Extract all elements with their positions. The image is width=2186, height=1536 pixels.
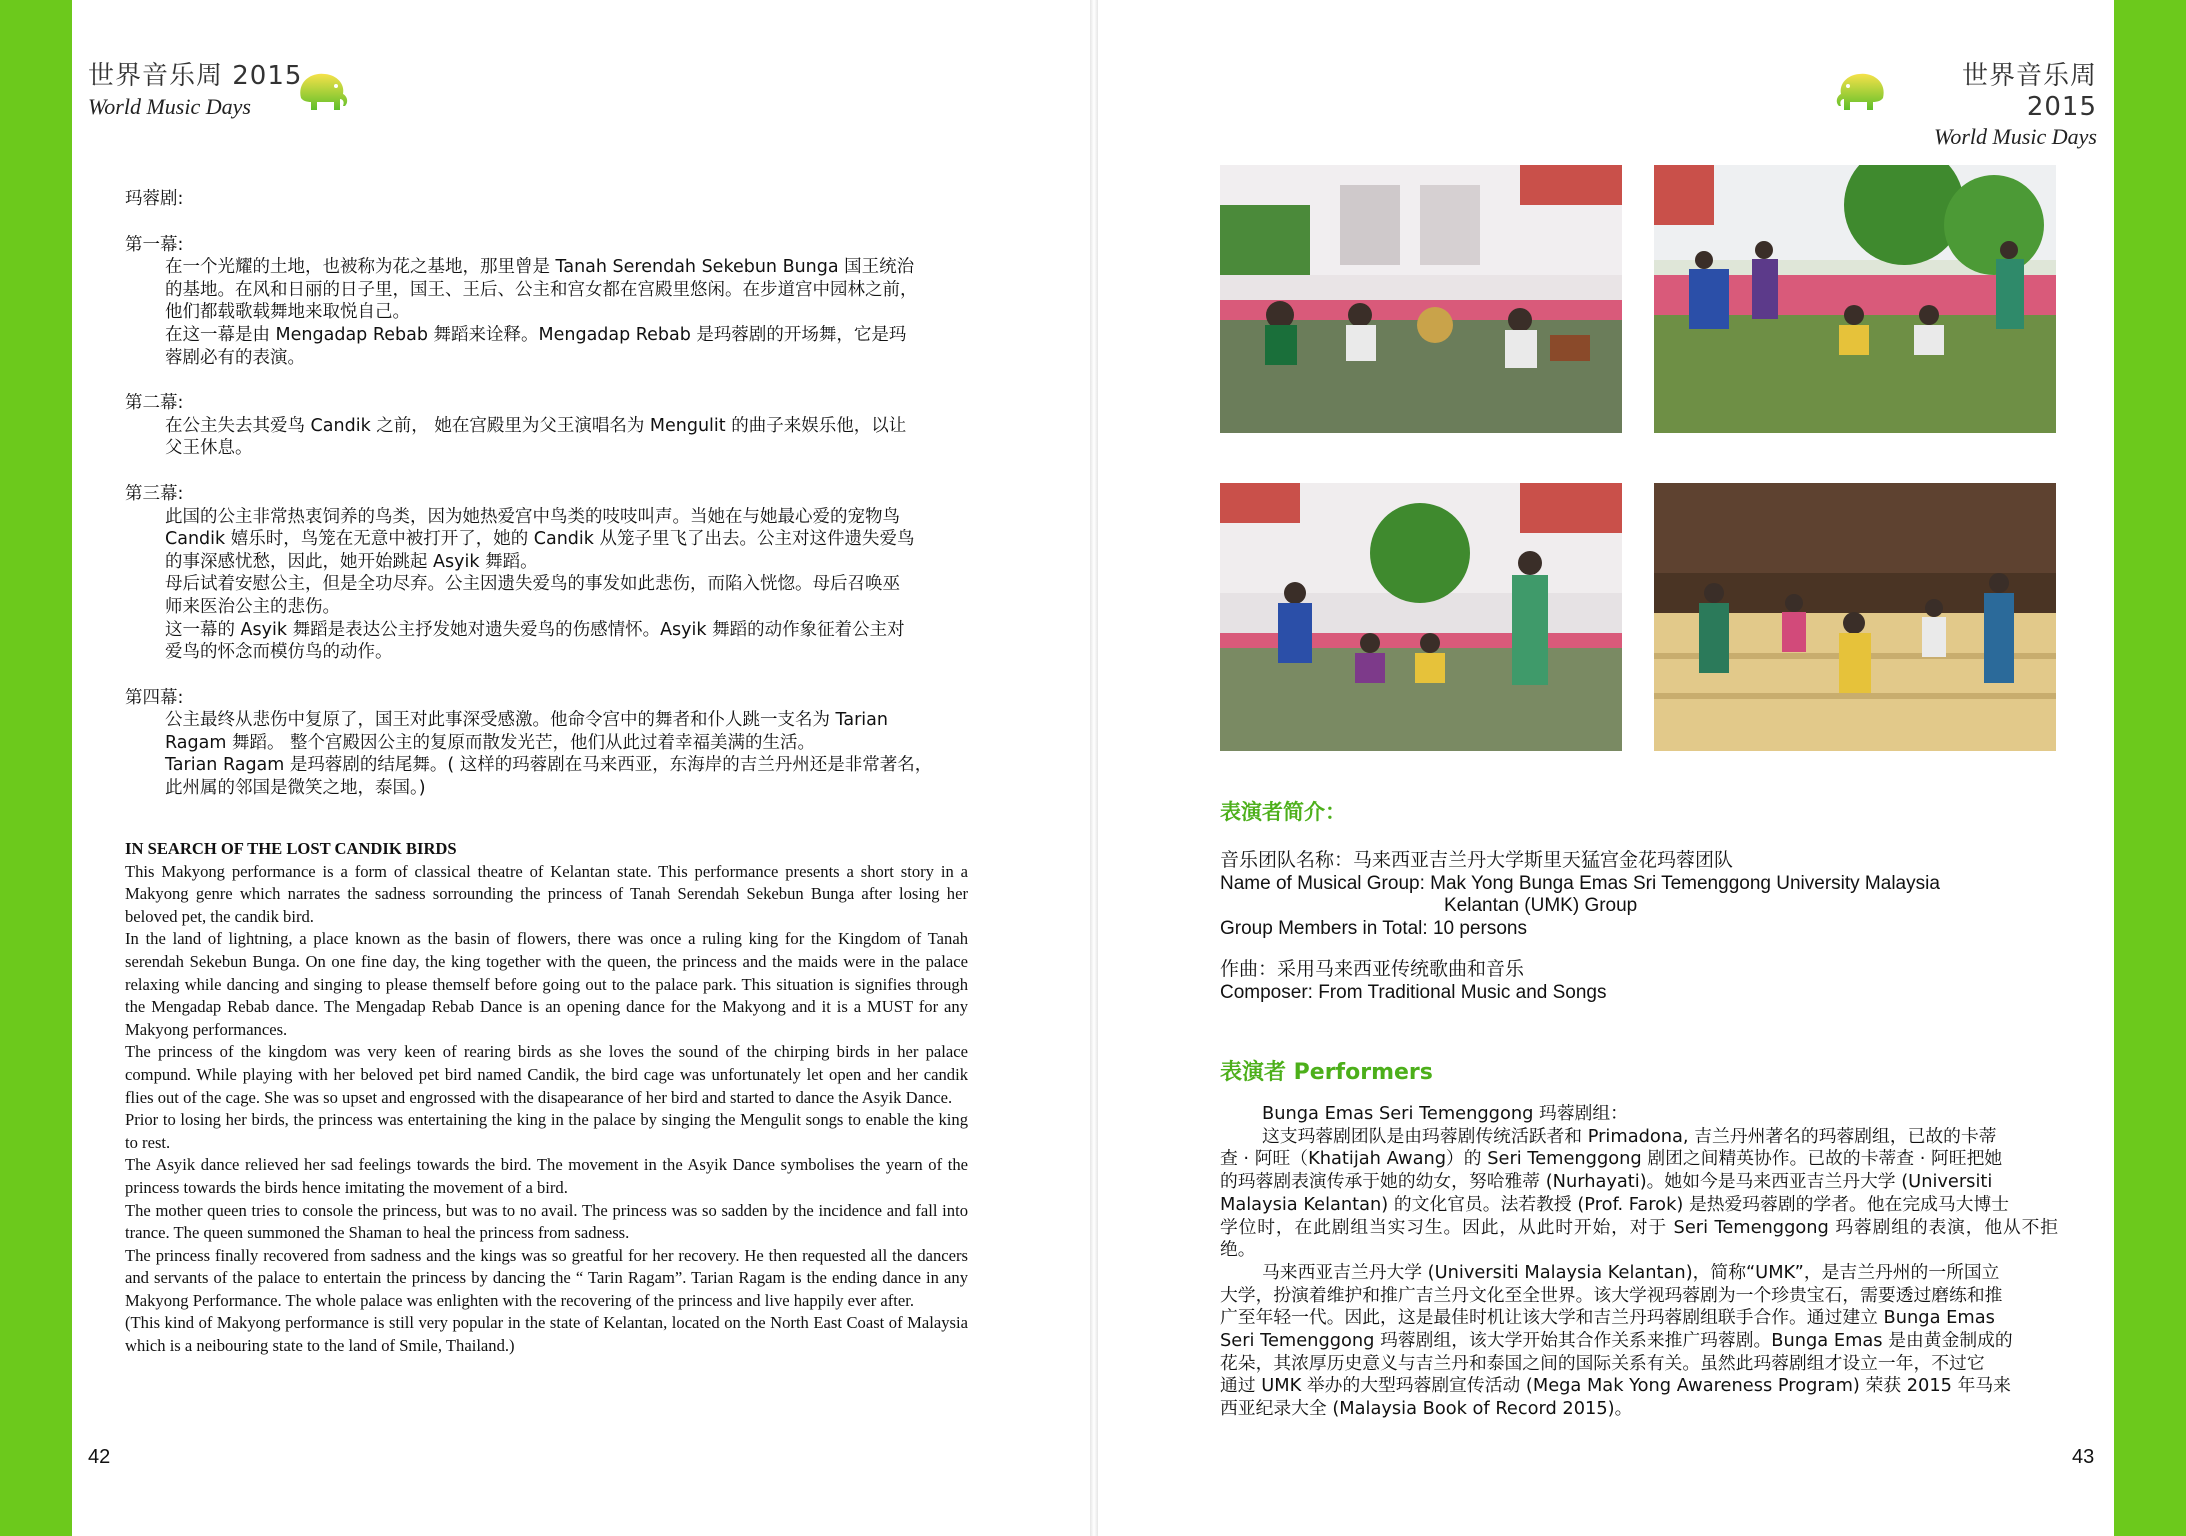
act-line: 这一幕的 Asyik 舞蹈是表达公主抒发她对遗失爱鸟的伤感情怀。Asyik 舞蹈的动作象征着公主对: [165, 619, 905, 640]
en-synopsis-heading: IN SEARCH OF THE LOST CANDIK BIRDS: [125, 839, 457, 858]
en-synopsis: [125, 838, 968, 1358]
act-line: 在一个光耀的土地，也被称为花之基地，那里曾是 Tanah Serendah Sekebun Bunga 国王统治: [165, 257, 915, 278]
perf-line: 通过 UMK 举办的大型玛蓉剧宣传活动 (Mega Mak Yong Awareness Program) 荣获 2015 年马来: [1220, 1375, 2011, 1397]
perf-line: 花朵，其浓厚历史意义与吉兰丹和泰国之间的国际关系有关。虽然此玛蓉剧组才设立一年，不过它: [1220, 1352, 1985, 1374]
perf-line: 西亚纪录大全 (Malaysia Book of Record 2015)。: [1220, 1398, 1633, 1420]
act-line: 父王休息。: [165, 438, 253, 459]
act-4-label: 第四幕:: [125, 687, 184, 708]
perf-line: 学位时，在此剧组当实习生。因此，从此时开始，对于 Seri Temenggong 玛蓉剧组的表演，他从不拒绝。: [1220, 1216, 2058, 1261]
performers-photo-3: [1220, 483, 1622, 751]
perf-line: 马来西亚吉兰丹大学 (Universiti Malaysia Kelantan)，简称“UMK”，是吉兰丹州的一所国立: [1262, 1261, 2000, 1283]
act-1-text: [125, 256, 975, 369]
members-value: 10 persons: [1432, 917, 1527, 939]
act-line: 在公主失去其爱鸟 Candik 之前， 她在宫殿里为父王演唱名为 Mengulit 的曲子来娱乐他，以让: [165, 415, 907, 436]
act-1-label: 第一幕:: [125, 234, 184, 255]
act-line: 的事深感忧愁，因此，她开始跳起 Asyik 舞蹈。: [165, 551, 538, 572]
group-info: [1220, 850, 1940, 940]
composer-cn: 作曲：采用马来西亚传统歌曲和音乐: [1220, 959, 1525, 980]
group-en-name: Mak Yong Bunga Emas Sri Temenggong University Malaysia: [1430, 872, 1940, 894]
act-line: 在这一幕是由 Mengadap Rebab 舞蹈来诠释。Mengadap Rebab 是玛蓉剧的开场舞，它是玛: [165, 324, 907, 345]
composer-en-value: From Traditional Music and Songs: [1318, 981, 1607, 1003]
performers-text: [1220, 1103, 2058, 1421]
act-2-label: 第二幕:: [125, 393, 184, 414]
composer-en-label: Composer:: [1220, 981, 1313, 1003]
performers-section-title: 表演者 Performers: [1220, 1060, 1433, 1085]
perf-line: 这支玛蓉剧团队是由玛蓉剧传统活跃者和 Primadona, 吉兰丹州著名的玛蓉剧组，已故的卡蒂: [1262, 1125, 1997, 1147]
act-line: Candik 嬉乐时，鸟笼在无意中被打开了，她的 Candik 从笼子里飞了出去。公主对这件遗失爱鸟: [165, 529, 915, 550]
members-line: [1220, 918, 1940, 941]
perf-line: 广至年轻一代。因此，这是最佳时机让该大学和吉兰丹玛蓉剧组联手合作。通过建立 Bunga Emas: [1220, 1307, 1995, 1329]
act-2-text: [125, 415, 975, 460]
perf-line: 的玛蓉剧表演传承于她的幼女，努哈雅蒂 (Nurhayati)。她如今是马来西亚吉兰丹大学 (Universiti: [1220, 1171, 1993, 1193]
header-en-title: World Music Days: [88, 94, 251, 119]
members-label: Group Members in Total:: [1220, 917, 1428, 939]
performers-photo-2: [1654, 165, 2056, 433]
cn-synopsis: [125, 188, 975, 800]
en-paragraph: The princess finally recovered from sadness and the kings was so greatful for her recovery. He then requested all the dancers and servants of the palace to entertain the princess by dancing the “ Tarin Ragam”. Tarian Ragam is the ending dance in any Makyong Performance. The whole palace was enlighten with the recovering of the princess and live happily ever after.: [125, 1245, 968, 1310]
en-paragraph: This Makyong performance is a form of classical theatre of Kelantan state. This performance presents a short story in a Makyong genre which narrates the sadness sorrounding the princess of Tanah Serendah Sekebun Bunga after losing her beloved pet, the candik bird.: [125, 861, 968, 926]
act-line: 的基地。在风和日丽的日子里，国王、王后、公主和宫女都在宫殿里悠闲。在步道宫中园林之前，: [165, 279, 918, 300]
act-line: 师来医治公主的悲伤。: [165, 596, 340, 617]
group-en-label: Name of Musical Group:: [1220, 872, 1425, 894]
group-en-line: [1220, 873, 1940, 896]
en-paragraph: In the land of lightning, a place known as the basin of flowers, there was once a ruling king for the Kingdom of Tanah serendah Sekebun Bunga. On one fine day, the king together with the queen, the princess and the maids were in the palace relaxing while dancing and singing to please themself before going out to the palace park. This situation is signifies through the Mengadap Rebab dance. The Mengadap Rebab Dance is an opening dance for the Makyong and it is a MUST for any Makyong performances.: [125, 929, 968, 1039]
act-line: 蓉剧必有的表演。: [165, 347, 305, 368]
act-line: 他们都载歌载舞地来取悦自己。: [165, 302, 410, 323]
right-green-border: [2114, 0, 2186, 1536]
header-cn-title-right: 世界音乐周 2015: [1961, 61, 2097, 122]
perf-line: Malaysia Kelantan) 的文化官员。法若教授 (Prof. Farok) 是热爱玛蓉剧的学者。他在完成马大博士: [1220, 1193, 2010, 1215]
group-cn-label: 音乐团队名称：: [1220, 850, 1354, 871]
act-line: 爱鸟的怀念而模仿鸟的动作。: [165, 642, 393, 663]
perf-line: 查 · 阿旺（Khatijah Awang）的 Seri Temenggong 剧团之间精英协作。已故的卡蒂查 · 阿旺把她: [1220, 1148, 2003, 1170]
header-cn-title: 世界音乐周 2015: [88, 61, 303, 91]
book-spine: [1090, 0, 1098, 1536]
elephant-logo-icon-right: [1835, 68, 1891, 117]
intro-section-title: 表演者简介：: [1220, 800, 1346, 824]
composer-info: [1220, 959, 1607, 1004]
act-line: 公主最终从悲伤中复原了，国王对此事深受感激。他命令宫中的舞者和仆人跳一支名为 Tarian: [165, 710, 888, 731]
composer-en-line: [1220, 982, 1607, 1005]
left-green-border: [0, 0, 72, 1536]
act-line: 此州属的邻国是微笑之地，泰国。): [165, 778, 426, 799]
act-3-label: 第三幕:: [125, 483, 184, 504]
group-en-name-2: Kelantan (UMK) Group: [1444, 895, 1638, 916]
en-paragraph: The princess of the kingdom was very keen of rearing birds as she loves the sound of the chirping birds in her palace compund. While playing with her beloved pet bird named Candik, the bird cage was unfortunately let open and her candik flies out of the cage. She was so upset and engrossed with the disapearance of her bird and started to dance the Asyik Dance.: [125, 1042, 968, 1107]
en-paragraph: The Asyik dance relieved her sad feelings towards the bird. The movement in the Asyik Dance symbolises the yearn of the princess towards the birds hence imitating the movement of a bird.: [125, 1155, 968, 1197]
page-number-left: 42: [88, 1446, 111, 1468]
page-number-right: 43: [2072, 1446, 2095, 1468]
group-cn-line: [1220, 850, 1940, 873]
performers-photo-1: [1220, 165, 1622, 433]
right-header: [1905, 55, 2097, 150]
group-cn-name: 马来西亚吉兰丹大学斯里天猛宫金花玛蓉团队: [1353, 850, 1734, 871]
perf-line: Bunga Emas Seri Temenggong 玛蓉剧组：: [1262, 1103, 1628, 1124]
act-line: 母后试着安慰公主，但是全功尽弃。公主因遗失爱鸟的事发如此悲伤，而陷入恍惚。母后召唤巫: [165, 574, 900, 595]
en-paragraph: (This kind of Makyong performance is still very popular in the state of Kelantan, located on the North East Coast of Malaysia which is a neibouring state to the land of Smile, Thailand.): [125, 1313, 968, 1356]
en-paragraph: Prior to losing her birds, the princess was entertaining the king in the palace by singing the Mengulit songs to enable the king to rest.: [125, 1110, 968, 1152]
elephant-logo-icon: [293, 68, 349, 117]
perf-line: Seri Temenggong 玛蓉剧组，该大学开始其合作关系来推广玛蓉剧。Bunga Emas 是由黄金制成的: [1220, 1330, 2013, 1352]
cn-synopsis-title: 玛蓉剧:: [125, 189, 184, 209]
performers-photo-4: [1654, 483, 2056, 751]
act-line: Tarian Ragam 是玛蓉剧的结尾舞。( 这样的玛蓉剧在马来西亚，东海岸的吉兰丹州还是非常著名，: [165, 755, 933, 776]
left-header: [88, 55, 302, 120]
act-line: Ragam 舞蹈。 整个宫殿因公主的复原而散发光芒，他们从此过着幸福美满的生活。: [165, 732, 816, 753]
act-3-text: [125, 506, 975, 664]
act-line: 此国的公主非常热衷饲养的鸟类，因为她热爱宫中鸟类的吱吱叫声。当她在与她最心爱的宠物鸟: [165, 506, 900, 527]
act-4-text: [125, 709, 975, 799]
en-paragraph: The mother queen tries to console the princess, but was to no avail. The princess was so sadden by the incidence and fall into trance. The queen summoned the Shaman to heal the princess from sadness.: [125, 1200, 968, 1243]
header-en-title-right: World Music Days: [1934, 124, 2097, 149]
perf-line: 大学，扮演着维护和推广吉兰丹文化至全世界。该大学视玛蓉剧为一个珍贵宝石，需要透过磨练和推: [1220, 1284, 2003, 1306]
